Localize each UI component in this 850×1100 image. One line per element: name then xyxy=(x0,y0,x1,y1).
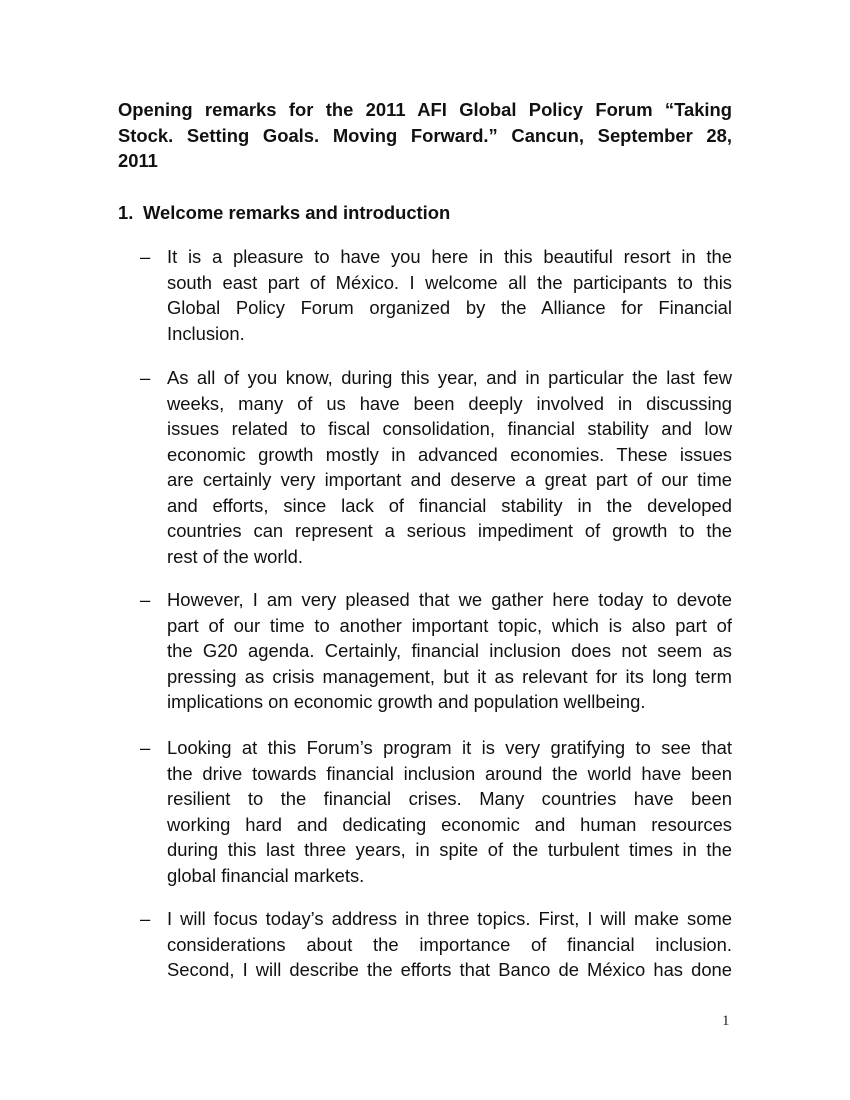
paragraph-line: global financial markets. xyxy=(167,864,365,886)
paragraph-line: weeks, many of us have been deeply involved in discussing xyxy=(167,392,732,414)
dash-bullet-icon: – xyxy=(140,737,151,758)
bullet-paragraph xyxy=(167,365,732,569)
paragraph-line: pressing as crisis management, but it as relevant for its long term xyxy=(167,665,732,687)
paragraph-line: during this last three years, in spite of the turbulent times in the xyxy=(167,839,732,860)
paragraph-line: Inclusion. xyxy=(167,322,245,344)
paragraph-line: As all of you know, during this year, and in particular the last few xyxy=(167,367,732,388)
paragraph-line: and efforts, since lack of financial stability in the developed xyxy=(167,494,732,516)
paragraph-line: the G20 agenda. Certainly, financial inclusion does not seem as xyxy=(167,640,732,661)
paragraph-line: issues related to fiscal consolidation, financial stability and low xyxy=(167,418,732,439)
paragraph-line: Global Policy Forum organized by the Alliance for Financial xyxy=(167,297,732,318)
title-line: Stock. Setting Goals. Moving Forward.” Cancun, September 28, xyxy=(118,124,732,146)
title-line: 2011 xyxy=(118,150,158,171)
bullet-paragraph xyxy=(167,244,732,346)
section-heading-text: Welcome remarks and introduction xyxy=(143,202,451,223)
paragraph-line: working hard and dedicating economic and human resources xyxy=(167,813,732,835)
section-heading xyxy=(118,200,450,225)
document-title xyxy=(118,97,732,174)
dash-bullet-icon: – xyxy=(140,246,151,267)
paragraph-line: It is a pleasure to have you here in this beautiful resort in the xyxy=(167,246,732,267)
paragraph-line: However, I am very pleased that we gather here today to devote xyxy=(167,589,732,610)
bullet-item xyxy=(140,365,732,569)
paragraph-line: I will focus today’s address in three topics. First, I will make some xyxy=(167,908,732,929)
bullet-paragraph xyxy=(167,906,732,983)
paragraph-line: countries can represent a serious impediment of growth to the xyxy=(167,520,732,541)
dash-bullet-icon: – xyxy=(140,367,151,388)
paragraph-line: considerations about the importance of financial inclusion. xyxy=(167,933,732,955)
paragraph-line: are certainly very important and deserve a great part of our time xyxy=(167,469,732,490)
dash-bullet-icon: – xyxy=(140,589,151,610)
paragraph-line: resilient to the financial crises. Many countries have been xyxy=(167,788,732,809)
paragraph-line: south east part of México. I welcome all the participants to this xyxy=(167,271,732,293)
bullet-item xyxy=(140,587,732,715)
paragraph-line: part of our time to another important topic, which is also part of xyxy=(167,614,732,636)
bullet-paragraph xyxy=(167,587,732,715)
dash-bullet-icon: – xyxy=(140,908,151,929)
paragraph-line: economic growth mostly in advanced economies. These issues xyxy=(167,443,732,465)
paragraph-line: Looking at this Forum’s program it is very gratifying to see that xyxy=(167,737,732,758)
section-number: 1. xyxy=(118,202,134,223)
paragraph-line: rest of the world. xyxy=(167,545,303,567)
bullet-item xyxy=(140,735,732,888)
paragraph-line: implications on economic growth and population wellbeing. xyxy=(167,691,646,712)
page-number: 1 xyxy=(722,1013,730,1029)
bullet-item xyxy=(140,906,732,983)
paragraph-line: Second, I will describe the efforts that Banco de México has done xyxy=(167,959,732,980)
title-line: Opening remarks for the 2011 AFI Global Policy Forum “Taking xyxy=(118,99,732,120)
bullet-item xyxy=(140,244,732,346)
paragraph-line: the drive towards financial inclusion around the world have been xyxy=(167,762,732,784)
bullet-paragraph xyxy=(167,735,732,888)
